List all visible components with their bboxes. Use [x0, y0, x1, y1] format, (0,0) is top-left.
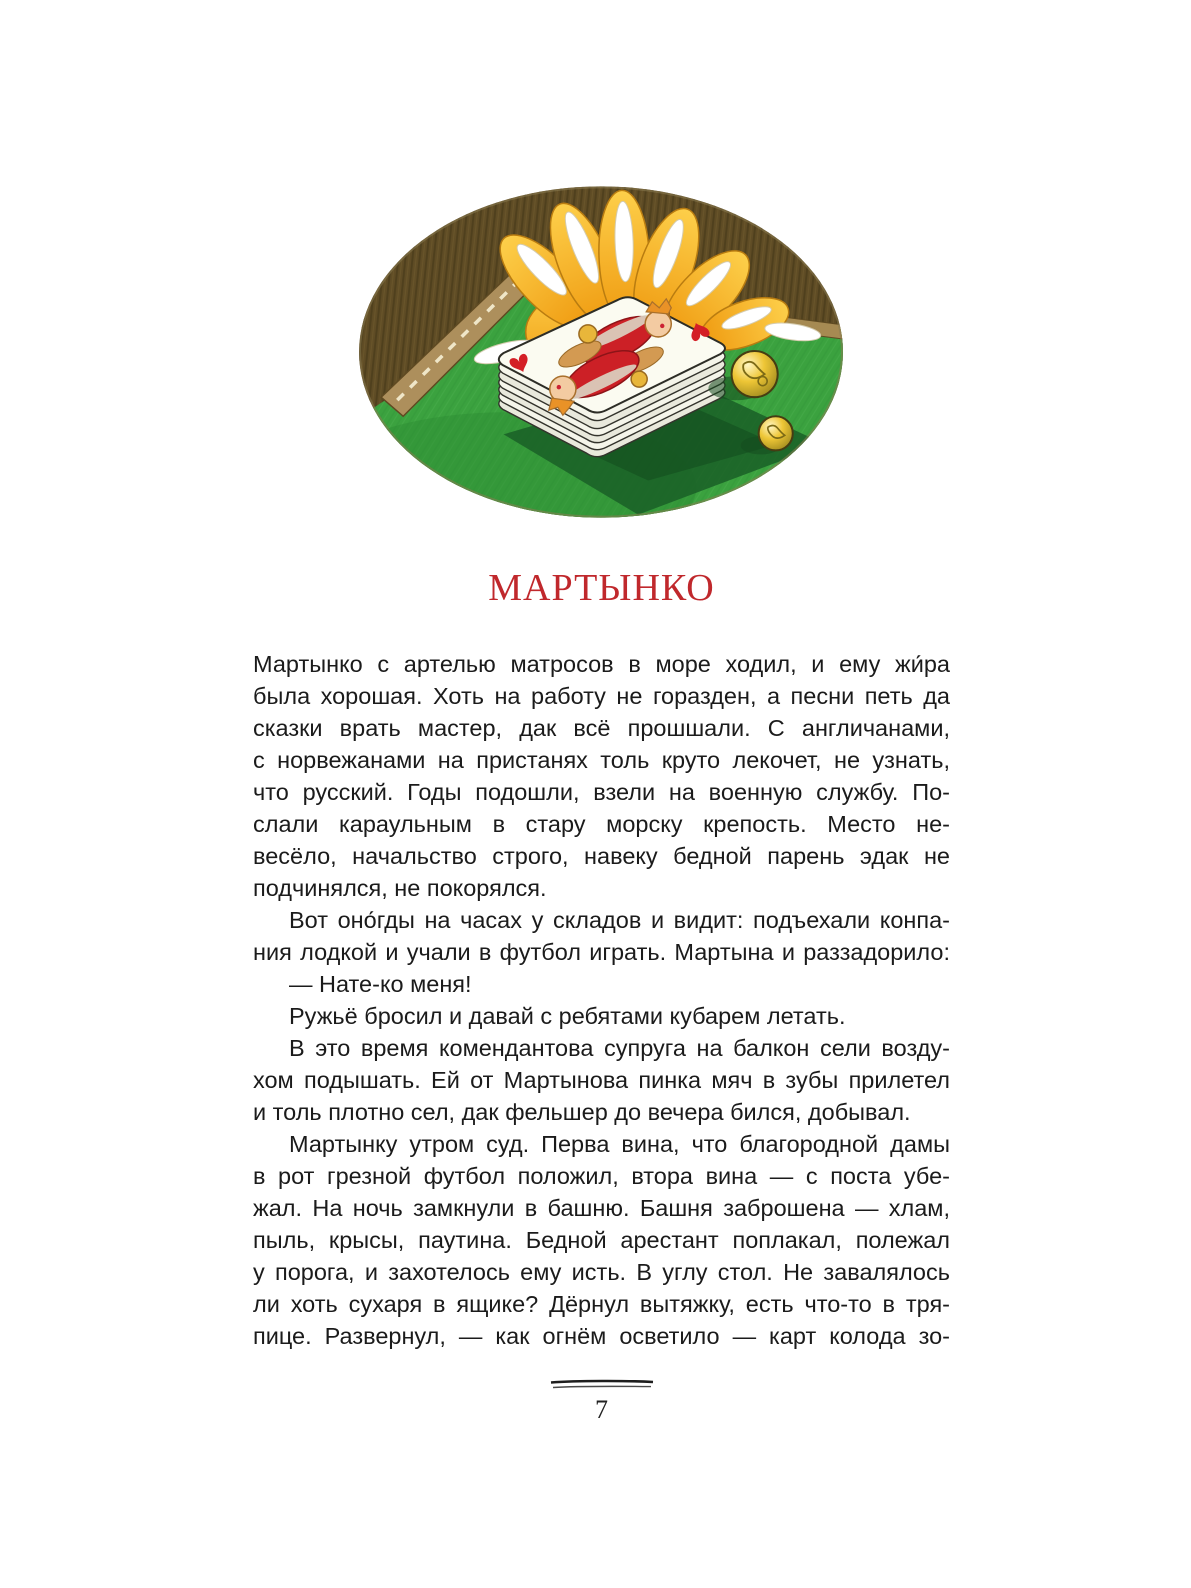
story-line: и толь плотно сел, дак фельшер до вечера бился, добывал. [253, 1099, 911, 1125]
story-line: хом подышать. Ей от Мартынова пинка мяч в зубы прилетел [253, 1067, 950, 1093]
story-line: ли хоть сухаря в ящике? Дёрнул вытяжку, есть что-то в тря- [253, 1291, 950, 1317]
story-line: Вот оно́гды на часах у складов и видит: подъехали конпа- [289, 907, 950, 933]
story-line: — Нате-ко меня! [289, 971, 472, 997]
story-line: с норвежанами на пристанях толь круто лекочет, не узнать, [253, 747, 950, 773]
story-line: слали караульным в стару морску крепость. Место не- [253, 811, 950, 837]
story-line: у порога, и захотелось ему исть. В углу стол. Не завалялось [253, 1259, 950, 1285]
story-line: весёло, начальство строго, навеку бедной парень эдак не [253, 843, 950, 869]
story-line: пице. Развернул, — как огнём осветило — карт колода зо- [253, 1323, 950, 1349]
story-illustration [355, 181, 847, 523]
story-illustration-svg [355, 181, 847, 523]
story-line: что русский. Годы подошли, взели на военную службу. По- [253, 779, 950, 805]
story-line: в рот грезной футбол положил, втора вина — с поста убе- [253, 1163, 950, 1189]
footer-rule-ornament [547, 1378, 657, 1392]
story-line: В это время комендантова супруга на балкон сели возду- [289, 1035, 950, 1061]
story-line: сказки врать мастер, дак всё прошшали. С англичанами, [253, 715, 950, 741]
story-line: подчинялся, не покорялся. [253, 875, 547, 901]
story-line: была хорошая. Хоть на работу не горазден, а песни петь да [253, 683, 950, 709]
page-title: МАРТЫНКО [488, 567, 715, 610]
story-text [253, 648, 950, 1352]
story-line: ния лодкой и учали в футбол играть. Мартына и раззадорило: [253, 939, 950, 965]
page-footer [253, 1378, 950, 1424]
story-line: Мартынко с артелью матросов в море ходил, и ему жи́ра [253, 651, 950, 677]
story-line: Мартынку утром суд. Перва вина, что благородной дамы [289, 1131, 950, 1157]
story-line: жал. На ночь замкнули в башню. Башня заброшена — хлам, [253, 1195, 950, 1221]
story-line: Ружьё бросил и давай с ребятами кубарем летать. [289, 1003, 846, 1029]
page-number: 7 [595, 1395, 608, 1424]
story-line: пыль, крысы, паутина. Бедной арестант поплакал, полежал [253, 1227, 950, 1253]
